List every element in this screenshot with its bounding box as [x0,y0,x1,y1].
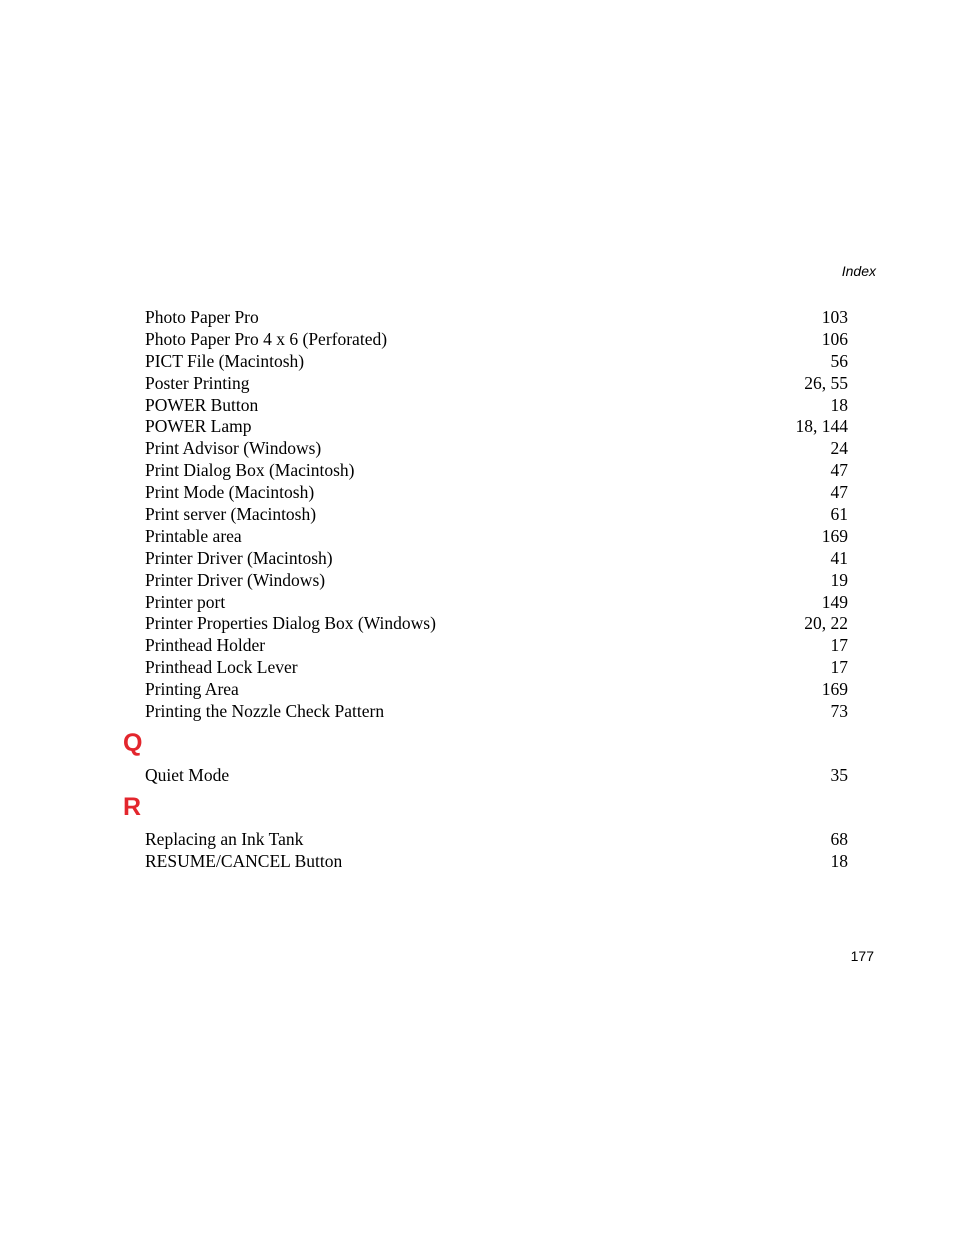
index-list [0,306,954,872]
index-entry [0,828,954,850]
index-page-refs: 18 [830,850,848,871]
index-term: Printer port [145,591,226,612]
index-term: Printing the Nozzle Check Pattern [145,701,385,722]
index-group-q [0,764,954,786]
index-page-refs: 19 [830,569,848,590]
index-term: Quiet Mode [145,764,230,785]
index-page-refs: 68 [830,828,848,849]
index-term: Printer Driver (Windows) [145,569,326,590]
index-entry [0,503,954,525]
index-term: Poster Printing [145,372,250,393]
index-group-r [0,828,954,872]
index-term: Print Dialog Box (Macintosh) [145,460,355,481]
index-page-refs: 17 [830,657,848,678]
index-page-refs: 149 [821,591,848,612]
index-page-refs: 103 [821,307,848,327]
index-term: POWER Lamp [145,416,252,437]
index-term: Photo Paper Pro 4 x 6 (Perforated) [145,328,388,349]
index-entry [0,764,954,786]
index-page-refs: 73 [830,701,848,722]
index-entry [0,437,954,459]
index-entry [0,415,954,437]
index-group-p [0,306,954,722]
index-term: Printhead Holder [145,635,266,656]
index-entry [0,656,954,678]
index-page-refs: 26, 55 [804,372,848,393]
running-header: Index [841,263,876,279]
index-page-refs: 20, 22 [804,613,848,634]
index-entry [0,850,954,872]
index-page-refs: 169 [821,679,848,700]
index-term: Printer Properties Dialog Box (Windows) [145,613,436,634]
index-term: Printer Driver (Macintosh) [145,547,333,568]
index-entry [0,306,954,328]
index-entry [0,700,954,722]
index-entry [0,459,954,481]
index-term: Printable area [145,525,242,546]
index-term: Print server (Macintosh) [145,504,317,525]
index-entry [0,569,954,591]
letter-heading-q: Q [123,728,143,757]
index-term: Printhead Lock Lever [145,657,298,678]
index-term: Replacing an Ink Tank [145,828,304,849]
index-entry [0,394,954,416]
index-term: RESUME/CANCEL Button [145,850,343,871]
letter-heading-r: R [123,792,142,821]
index-page-refs: 47 [830,460,848,481]
index-term: Printing Area [145,679,239,700]
index-entry [0,350,954,372]
index-page-refs: 47 [830,482,848,503]
index-entry [0,634,954,656]
index-term: Print Advisor (Windows) [145,438,322,459]
index-entry [0,481,954,503]
index-page-refs: 35 [830,764,848,785]
index-entry [0,525,954,547]
index-entry [0,547,954,569]
index-term: Print Mode (Macintosh) [145,482,315,503]
index-page-refs: 41 [830,547,848,568]
index-page-refs: 106 [821,328,848,349]
index-entry [0,612,954,634]
index-term: POWER Button [145,394,259,415]
index-page-refs: 61 [830,504,848,525]
index-page-refs: 18, 144 [795,416,848,437]
index-page-refs: 169 [821,525,848,546]
index-term: PICT File (Macintosh) [145,350,305,371]
index-entry [0,591,954,613]
index-entry [0,328,954,350]
index-page-refs: 17 [830,635,848,656]
index-term: Photo Paper Pro [145,307,259,327]
index-page-refs: 56 [830,350,848,371]
index-page-refs: 18 [830,394,848,415]
index-entry [0,678,954,700]
index-entry [0,372,954,394]
page-number: 177 [850,948,874,964]
index-page-refs: 24 [830,438,848,459]
